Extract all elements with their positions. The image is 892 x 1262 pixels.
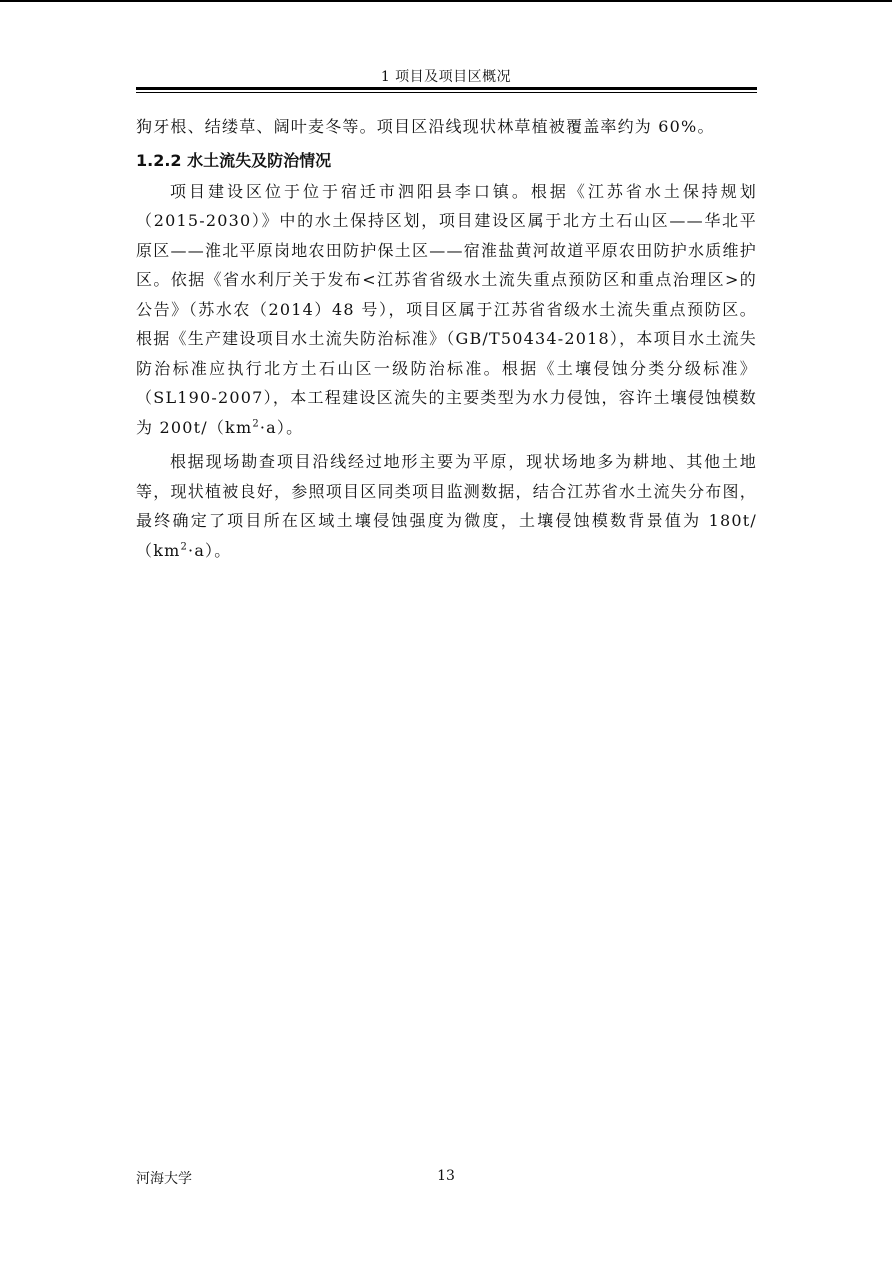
page-top-border [0, 0, 892, 2]
paragraph-text: 项目建设区位于位于宿迁市泗阳县李口镇。根据《江苏省水土保持规划（2015-2030）》中的水土保持区划，项目建设区属于北方土石山区——华北平原区——淮北平原岗地农田防护保土区——宿淮盐黄河故道平原农田防护水质维护区。依据《省水利厅关于发布<江苏省省级水土流失重点预防区和重点治理区>的公告》（苏水农（2014）48 号），项目区属于江苏省省级水土流失重点预防区。根据《生产建设项目水土流失防治标准》（GB/T50434-2018），本项目水土流失防治标准应执行北方土石山区一级防治标准。根据《土壤侵蚀分类分级标准》（SL190-2007），本工程建设区流失的主要类型为水力侵蚀，容许土壤侵蚀模数为 200t/（km [136, 181, 757, 437]
section-heading: 1.2.2 水土流失及防治情况 [136, 150, 332, 170]
paragraph-text: 根据现场勘查项目沿线经过地形主要为平原，现状场地多为耕地、其他土地等，现状植被良好，参照项目区同类项目监测数据，结合江苏省水土流失分布图，最终确定了项目所在区域土壤侵蚀强度为微度，土壤侵蚀模数背景值为 180t/（km [136, 452, 757, 560]
superscript: 2 [252, 418, 260, 430]
paragraph-text-end: ·a）。 [259, 417, 304, 437]
header-rule-thin [136, 92, 757, 93]
running-header: 1 项目及项目区概况 [380, 69, 512, 85]
continuation-paragraph: 狗牙根、结缕草、阔叶麦冬等。项目区沿线现状林草植被覆盖率约为 60%。 [136, 117, 715, 136]
header-rule-thick [136, 87, 757, 90]
soil-erosion-paragraph [136, 177, 757, 443]
paragraph-text-end: ·a）。 [188, 540, 232, 560]
page-number: 13 [437, 1168, 455, 1184]
document-body [136, 112, 757, 565]
site-survey-paragraph [136, 447, 757, 565]
footer-institution: 河海大学 [136, 1171, 192, 1187]
superscript: 2 [180, 541, 189, 553]
